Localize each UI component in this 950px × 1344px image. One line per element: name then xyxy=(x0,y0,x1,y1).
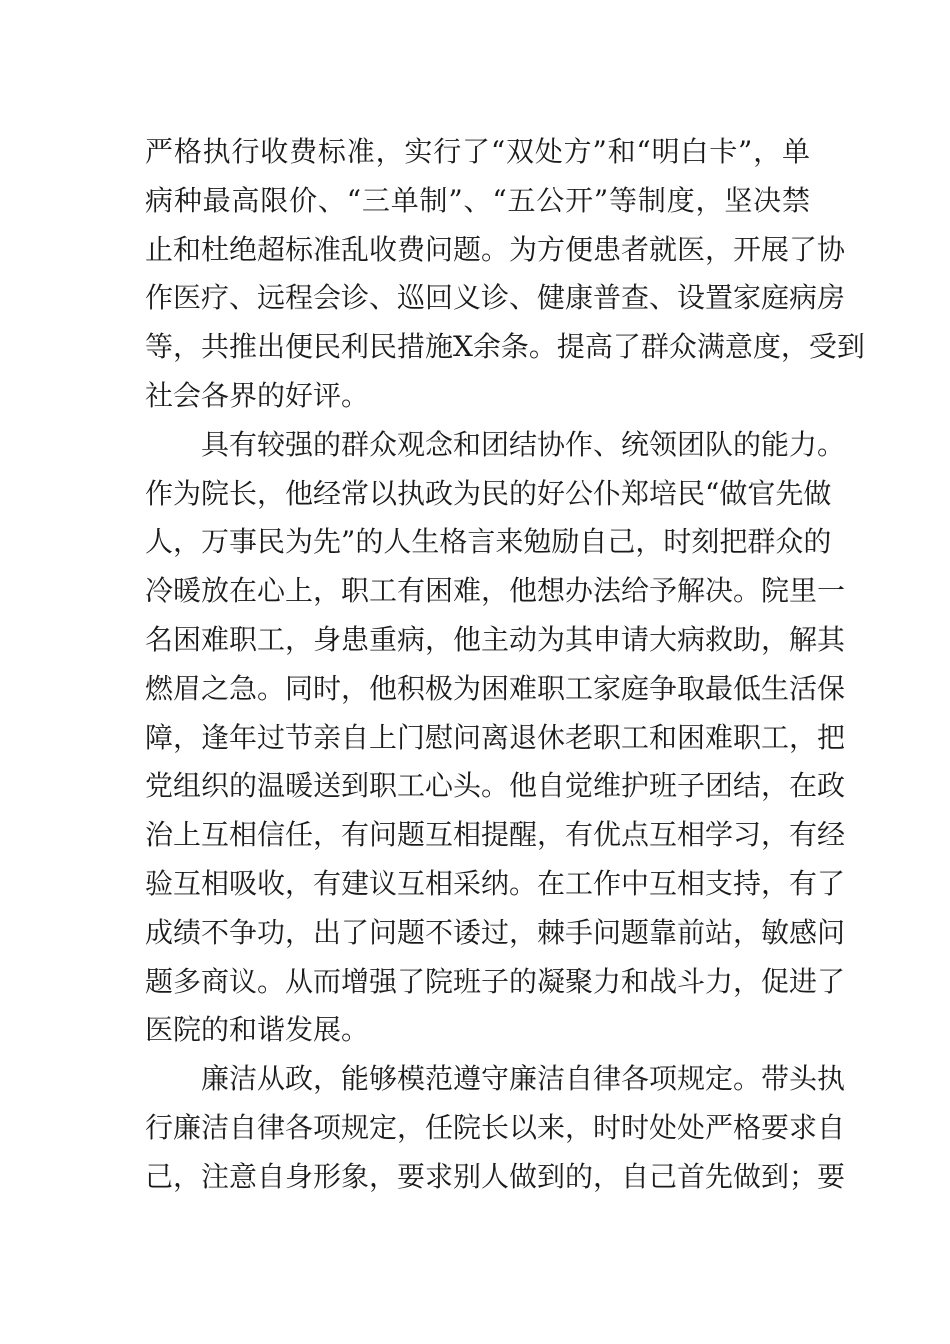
text-line: 等，共推出便民利民措施X余条。提高了群众满意度，受到 xyxy=(145,330,865,364)
text-line: 止和杜绝超标准乱收费问题。为方便患者就医，开展了协 xyxy=(145,232,846,266)
body-text xyxy=(145,128,865,1202)
text-line: 具有较强的群众观念和团结协作、统领团队的能力。 xyxy=(201,427,846,461)
text-line: 廉洁从政，能够模范遵守廉洁自律各项规定。带头执 xyxy=(201,1062,846,1096)
text-line: 人，万事民为先”的人生格言来勉励自己，时刻把群众的 xyxy=(145,525,832,559)
text-line: 成绩不争功，出了问题不诿过，棘手问题靠前站，敏感问 xyxy=(145,915,846,949)
paragraph-integrity xyxy=(145,1055,846,1201)
paragraph-teamwork xyxy=(145,421,846,1055)
text-line: 作为院长，他经常以执政为民的好公仆郑培民“做官先做 xyxy=(145,476,832,510)
text-line: 名困难职工，身患重病，他主动为其申请大病救助，解其 xyxy=(145,622,846,656)
text-line: 冷暖放在心上，职工有困难，他想办法给予解决。院里一 xyxy=(145,574,846,608)
text-line: 障，逢年过节亲自上门慰问离退休老职工和困难职工，把 xyxy=(145,720,846,754)
text-line: 行廉洁自律各项规定，任院长以来，时时处处严格要求自 xyxy=(145,1110,846,1144)
text-line: 作医疗、远程会诊、巡回义诊、健康普查、设置家庭病房 xyxy=(145,281,846,315)
text-line: 医院的和谐发展。 xyxy=(145,1013,370,1047)
text-line: 验互相吸收，有建议互相采纳。在工作中互相支持，有了 xyxy=(145,866,846,900)
text-line: 题多商议。从而增强了院班子的凝聚力和战斗力，促进了 xyxy=(145,964,846,998)
paragraph-fee-standards xyxy=(145,128,865,421)
text-line: 严格执行收费标准，实行了“双处方”和“明白卡”，单 xyxy=(145,135,810,168)
text-line: 社会各界的好评。 xyxy=(145,378,370,412)
text-line: 治上互相信任，有问题互相提醒，有优点互相学习，有经 xyxy=(145,818,846,852)
text-line: 己，注意自身形象，要求别人做到的，自己首先做到；要 xyxy=(145,1159,846,1193)
text-line: 党组织的温暖送到职工心头。他自觉维护班子团结，在政 xyxy=(145,769,846,803)
text-line: 病种最高限价、“三单制”、“五公开”等制度，坚决禁 xyxy=(145,183,810,217)
text-line: 燃眉之急。同时，他积极为困难职工家庭争取最低生活保 xyxy=(145,671,846,705)
